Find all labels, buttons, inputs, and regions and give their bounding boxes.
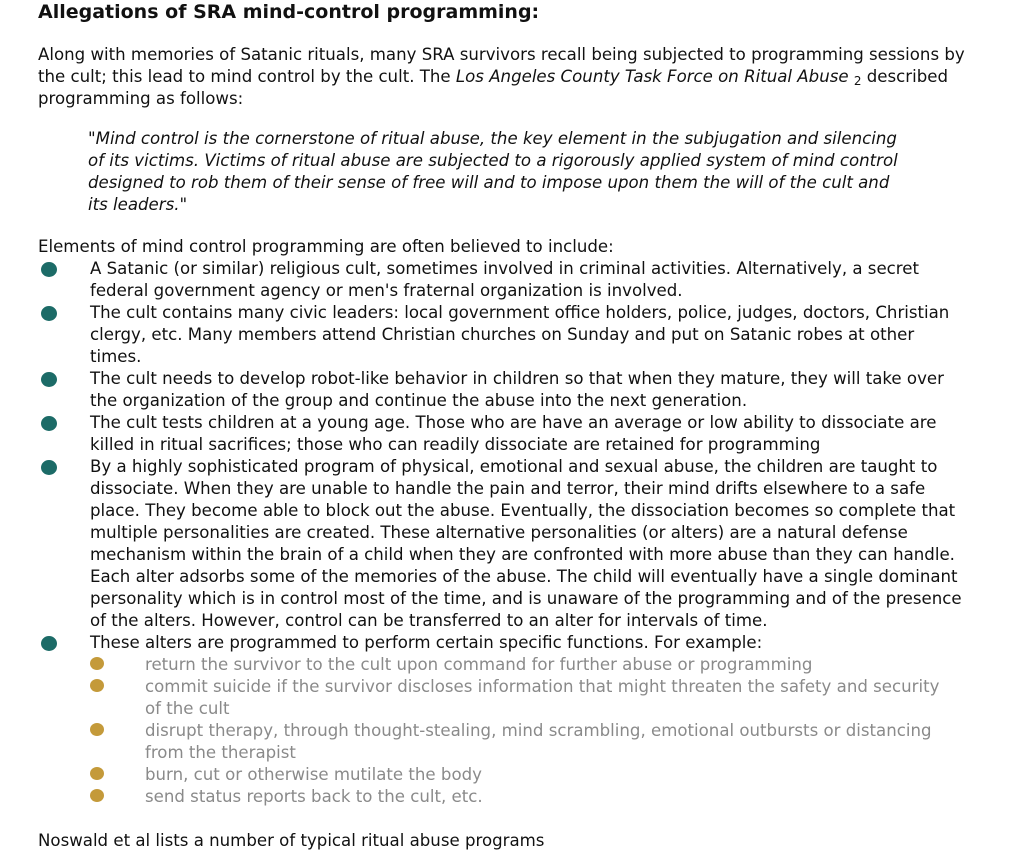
sub-list-item-text: commit suicide if the survivor discloses information that might threaten the safety and security of the cult xyxy=(145,677,940,718)
sub-list-item-text: return the survivor to the cult upon command for further abuse or programming xyxy=(145,655,813,674)
list-item xyxy=(38,412,970,456)
sub-list-item-text: burn, cut or otherwise mutilate the body xyxy=(145,765,482,784)
footnote-marker[interactable]: 2 xyxy=(853,74,862,88)
teal-bullet-icon xyxy=(41,262,57,277)
sub-list-item xyxy=(90,786,955,808)
sub-list-item xyxy=(90,676,955,720)
sub-list-item xyxy=(90,654,955,676)
task-force-quote: "Mind control is the cornerstone of ritual abuse, the key element in the subjugation and silencing of its victims. Victims of ritual abuse are subjected to a rigorously applied system of mind control designed to rob them of their sense of free will and to impose upon them the will of the cult and its leaders." xyxy=(88,129,898,214)
list-item-text: These alters are programmed to perform certain specific functions. For example: xyxy=(90,633,763,652)
elements-lead: Elements of mind control programming are often believed to include: xyxy=(38,237,614,256)
list-item-text: By a highly sophisticated program of physical, emotional and sexual abuse, the children are taught to dissociate. When they are unable to handle the pain and terror, their mind drifts elsewhere to a safe place. They become able to block out the abuse. Eventually, the dissociation becomes so complete that multiple personalities are created. These alternative personalities (or alters) are a natural defense mechanism within the brain of a child when they are confronted with more abuse than they can handle. Each alter adsorbs some of the memories of the abuse. The child will eventually have a single dominant personality which is in control most of the time, and is unaware of the programming and of the presence of the alters. However, control can be transferred to an alter for intervals of time. xyxy=(90,457,962,630)
list-item-text: The cult tests children at a young age. Those who are have an average or low ability to dissociate are killed in ritual sacrifices; those who can readily dissociate are retained for programming xyxy=(90,413,937,454)
list-item xyxy=(38,258,970,302)
list-item-text: The cult needs to develop robot-like behavior in children so that when they mature, they will take over the organization of the group and continue the abuse into the next generation. xyxy=(90,369,944,410)
cutoff-paragraph: Noswald et al lists a number of typical ritual abuse programs xyxy=(38,831,545,850)
teal-bullet-icon xyxy=(41,372,57,387)
sub-list-item-text: send status reports back to the cult, etc. xyxy=(145,787,483,806)
list-item xyxy=(38,302,970,368)
gold-bullet-icon xyxy=(90,767,104,780)
teal-bullet-icon xyxy=(41,636,57,651)
source-title: Los Angeles County Task Force on Ritual Abuse xyxy=(455,67,849,86)
sub-list-item xyxy=(90,720,955,764)
elements-list xyxy=(38,258,978,808)
gold-bullet-icon xyxy=(90,679,104,692)
intro-text-after: described programming as follows: xyxy=(38,67,948,108)
intro-paragraph xyxy=(38,44,968,110)
list-item xyxy=(38,632,970,808)
sub-list-item-text: disrupt therapy, through thought-stealing, mind scrambling, emotional outbursts or distancing from the therapist xyxy=(145,721,932,762)
teal-bullet-icon xyxy=(41,306,57,321)
intro-text-before: Along with memories of Satanic rituals, many SRA survivors recall being subjected to programming sessions by the cult; this lead to mind control by the cult. The xyxy=(38,45,965,86)
article xyxy=(38,0,978,852)
list-item-text: The cult contains many civic leaders: local government office holders, police, judges, doctors, Christian clergy, etc. Many members attend Christian churches on Sunday and put on Satanic robes at other times. xyxy=(90,303,950,366)
gold-bullet-icon xyxy=(90,723,104,736)
functions-list xyxy=(90,654,970,808)
gold-bullet-icon xyxy=(90,789,104,802)
list-item-text: A Satanic (or similar) religious cult, sometimes involved in criminal activities. Alternatively, a secret federal government agency or men's fraternal organization is involved. xyxy=(90,259,919,300)
list-item xyxy=(38,456,970,632)
teal-bullet-icon xyxy=(41,416,57,431)
list-item xyxy=(38,368,970,412)
sub-list-item xyxy=(90,764,955,786)
gold-bullet-icon xyxy=(90,657,104,670)
section-heading: Allegations of SRA mind-control programming: xyxy=(38,1,540,23)
teal-bullet-icon xyxy=(41,460,57,475)
